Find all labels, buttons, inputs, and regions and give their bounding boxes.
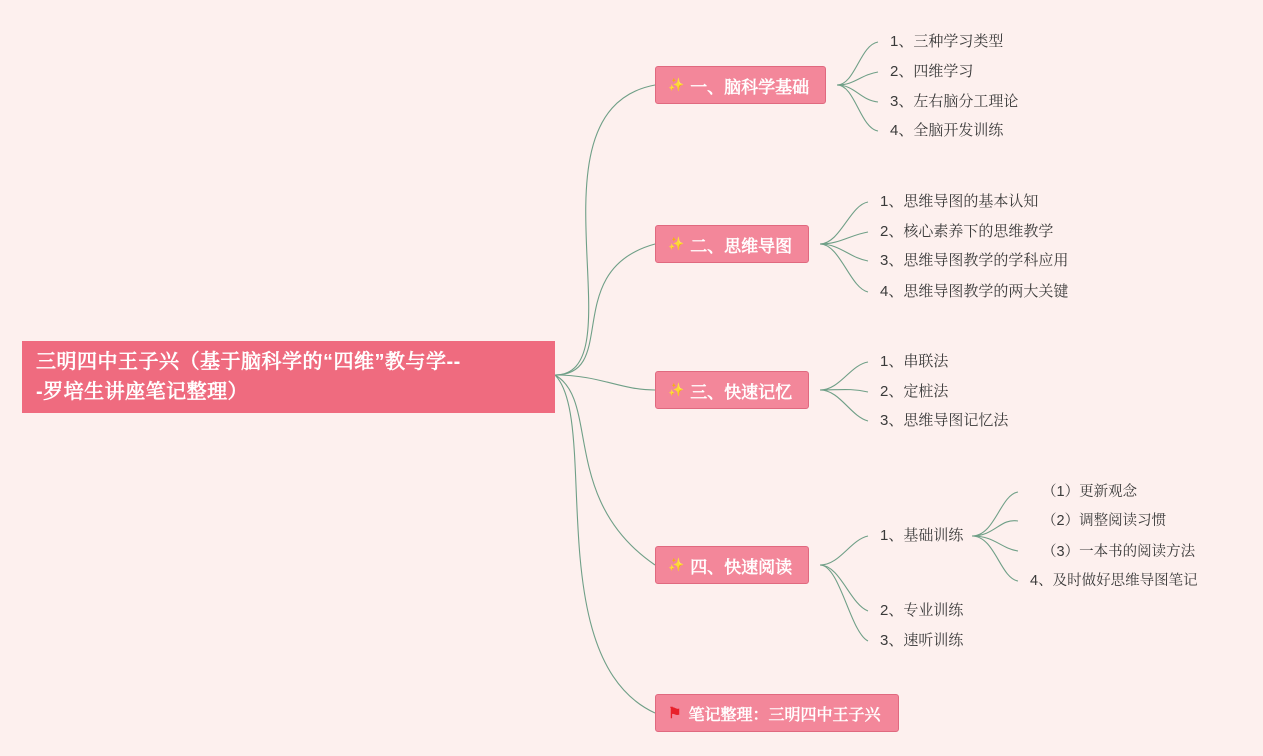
- leaf-label: 2、四维学习: [890, 63, 974, 80]
- leaf-label: 3、左右脑分工理论: [890, 93, 1019, 110]
- leaf-4-3[interactable]: [880, 630, 963, 652]
- leaf-4-1-2[interactable]: [1042, 510, 1166, 532]
- note-node[interactable]: [655, 694, 899, 732]
- leaf-label: 2、核心素养下的思维教学: [880, 223, 1054, 240]
- branch-node-1-label: 一、脑科学基础: [690, 77, 810, 97]
- branch-node-4[interactable]: [655, 546, 809, 584]
- leaf-label: 4、全脑开发训练: [890, 122, 1004, 139]
- leaf-4-1-4[interactable]: [1030, 570, 1198, 592]
- leaf-2-4[interactable]: [880, 281, 1068, 303]
- leaf-label: 4、及时做好思维导图笔记: [1030, 573, 1198, 589]
- leaf-4-1[interactable]: [880, 525, 963, 547]
- leaf-label: （2）调整阅读习惯: [1042, 513, 1167, 529]
- leaf-1-3[interactable]: [890, 91, 1018, 113]
- leaf-label: 3、思维导图记忆法: [880, 412, 1009, 429]
- leaf-label: 4、思维导图教学的两大关键: [880, 283, 1069, 300]
- leaf-4-2[interactable]: [880, 600, 963, 622]
- root-node[interactable]: [22, 341, 555, 413]
- root-title-line1: 三明四中王子兴（基于脑科学的“四维”教与学--: [36, 351, 461, 373]
- leaf-label: （3）一本书的阅读方法: [1042, 544, 1196, 560]
- branch-node-4-label: 四、快速阅读: [690, 557, 793, 577]
- leaf-label: 1、串联法: [880, 353, 949, 370]
- sparkle-icon: ✨: [668, 76, 685, 92]
- note-node-label: 笔记整理：三明四中王子兴: [688, 706, 881, 724]
- leaf-1-4[interactable]: [890, 120, 1003, 142]
- leaf-3-2[interactable]: [880, 381, 948, 403]
- sparkle-icon: ✨: [668, 556, 685, 572]
- branch-node-2-label: 二、思维导图: [690, 236, 793, 256]
- leaf-label: 2、定桩法: [880, 383, 949, 400]
- sparkle-icon: ✨: [668, 381, 685, 397]
- leaf-label: 3、速听训练: [880, 632, 964, 649]
- leaf-label: （1）更新观念: [1042, 484, 1138, 500]
- leaf-2-3[interactable]: [880, 250, 1068, 272]
- leaf-label: 2、专业训练: [880, 602, 964, 619]
- leaf-3-1[interactable]: [880, 351, 948, 373]
- sparkle-icon: ✨: [668, 235, 685, 251]
- branch-node-2[interactable]: [655, 225, 809, 263]
- leaf-3-3[interactable]: [880, 410, 1008, 432]
- branch-node-1[interactable]: [655, 66, 826, 104]
- leaf-4-1-3[interactable]: [1042, 541, 1195, 563]
- leaf-4-1-1[interactable]: [1042, 481, 1137, 503]
- branch-node-3-label: 三、快速记忆: [690, 382, 793, 402]
- leaf-1-1[interactable]: [890, 31, 1003, 53]
- branch-node-3[interactable]: [655, 371, 809, 409]
- leaf-label: 3、思维导图教学的学科应用: [880, 252, 1069, 269]
- root-title-line2: -罗培生讲座笔记整理）: [36, 381, 249, 403]
- red-flag-icon: ⚑: [668, 704, 682, 722]
- leaf-label: 1、思维导图的基本认知: [880, 193, 1039, 210]
- leaf-2-1[interactable]: [880, 191, 1038, 213]
- leaf-2-2[interactable]: [880, 221, 1053, 243]
- leaf-label: 1、三种学习类型: [890, 33, 1004, 50]
- leaf-1-2[interactable]: [890, 61, 973, 83]
- leaf-label: 1、基础训练: [880, 527, 964, 544]
